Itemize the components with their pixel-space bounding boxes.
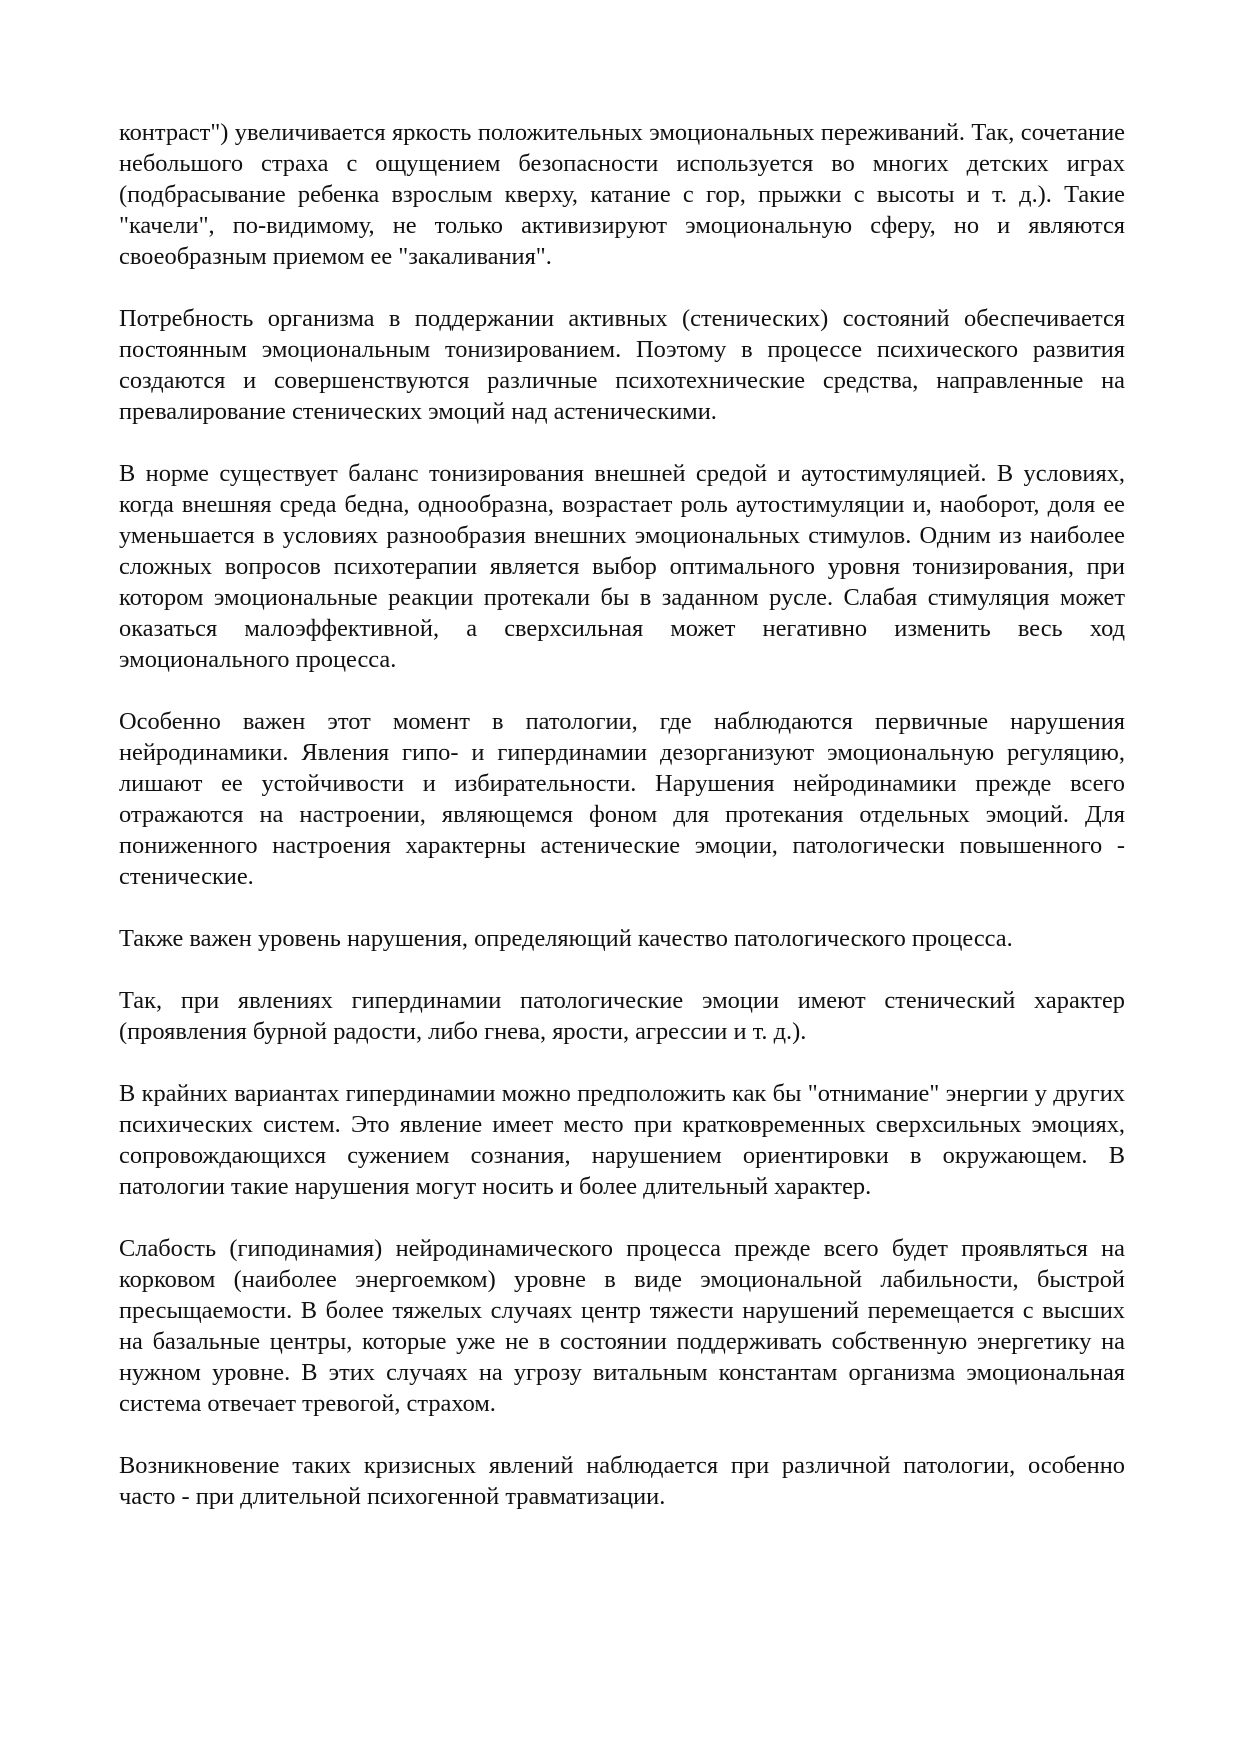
paragraph-3: В норме существует баланс тонизирования внешней средой и аутостимуляцией. В условиях, когда внешняя среда бедна, однообразна, возрастает роль аутостимуляции и, наоборот, доля ее уменьшается в условиях разнообразия внешних эмоциональных стимулов. Одним из наиболее сложных вопросов психотерапии является выбор оптимального уровня тонизирования, при котором эмоциональные реакции протекали бы в заданном русле. Слабая стимуляция может оказаться малоэффективной, а сверхсильная может негативно изменить весь ход эмоционального процесса. [119,460,1125,673]
paragraph-9: Возникновение таких кризисных явлений наблюдается при различной патологии, особенно часто - при длительной психогенной травматизации. [119,1452,1125,1510]
paragraph-6: Так, при явлениях гипердинамии патологические эмоции имеют стенический характер (проявления бурной радости, либо гнева, ярости, агрессии и т. д.). [119,987,1125,1045]
paragraph-4: Особенно важен этот момент в патологии, где наблюдаются первичные нарушения нейродинамики. Явления гипо- и гипердинамии дезорганизуют эмоциональную регуляцию, лишают ее устойчивости и избирательности. Нарушения нейродинамики прежде всего отражаются на настроении, являющемся фоном для протекания отдельных эмоций. Для пониженного настроения характерны астенические эмоции, патологически повышенного - стенические. [119,708,1125,890]
paragraph-1: контраст") увеличивается яркость положительных эмоциональных переживаний. Так, сочетание небольшого страха с ощущением безопасности используется во многих детских играх (подбрасывание ребенка взрослым кверху, катание с гор, прыжки с высоты и т. д.). Такие "качели", по-видимому, не только активизируют эмоциональную сферу, но и являются своеобразным приемом ее "закаливания". [119,119,1125,270]
paragraph-5: Также важен уровень нарушения, определяющий качество патологического процесса. [119,925,1013,952]
paragraph-7: В крайних вариантах гипердинамии можно предположить как бы "отнимание" энергии у других психических систем. Это явление имеет место при кратковременных сверхсильных эмоциях, сопровождающихся сужением сознания, нарушением ориентировки в окружающем. В патологии такие нарушения могут носить и более длительный характер. [119,1080,1125,1200]
paragraph-2: Потребность организма в поддержании активных (стенических) состояний обеспечивается постоянным эмоциональным тонизированием. Поэтому в процессе психического развития создаются и совершенствуются различные психотехнические средства, направленные на превалирование стенических эмоций над астеническими. [119,305,1125,425]
document-body [119,117,1125,1512]
paragraph-8: Слабость (гиподинамия) нейродинамического процесса прежде всего будет проявляться на корковом (наиболее энергоемком) уровне в виде эмоциональной лабильности, быстрой пресыщаемости. В более тяжелых случаях центр тяжести нарушений перемещается с высших на базальные центры, которые уже не в состоянии поддерживать собственную энергетику на нужном уровне. В этих случаях на угрозу витальным константам организма эмоциональная система отвечает тревогой, страхом. [119,1235,1125,1417]
